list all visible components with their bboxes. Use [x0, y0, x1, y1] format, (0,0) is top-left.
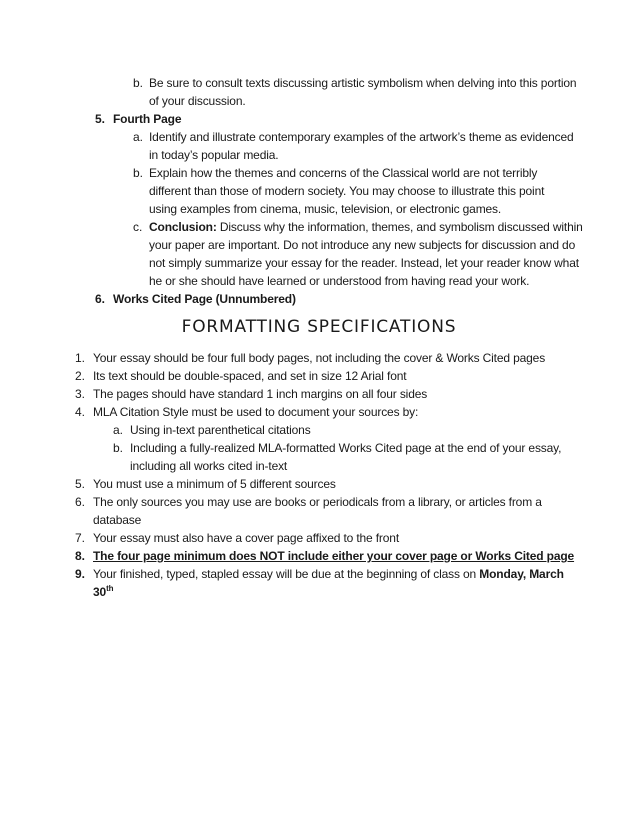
- works-cited-title: Works Cited Page (Unnumbered): [113, 292, 296, 306]
- due-day-number: 30: [93, 585, 107, 599]
- list-marker-b: b.: [133, 76, 144, 90]
- list-number-5: 5.: [95, 112, 106, 126]
- spec-number-4: 4.: [75, 405, 86, 419]
- item-5b-line-1: Explain how the themes and concerns of the Classical world are not terribly: [149, 166, 538, 180]
- item-5a-line-1: Identify and illustrate contemporary examples of the artwork’s theme as evidenced: [149, 130, 574, 144]
- spec-number-6: 6.: [75, 495, 86, 509]
- list-marker-5c: c.: [133, 220, 143, 234]
- item-5c-line-3: not simply summarize your essay for the reader. Instead, let your reader know what: [149, 256, 579, 270]
- spec-number-3: 3.: [75, 387, 86, 401]
- due-day-suffix: th: [106, 584, 114, 593]
- item-5b-line-2: different than those of modern society. You may choose to illustrate this point: [149, 184, 545, 198]
- spec-number-9: 9.: [75, 567, 86, 581]
- spec-5-text: You must use a minimum of 5 different sources: [93, 477, 336, 491]
- spec-3-text: The pages should have standard 1 inch margins on all four sides: [93, 387, 428, 401]
- item-5a-line-2: in today’s popular media.: [149, 148, 279, 162]
- spec-4b-line-2: including all works cited in-text: [130, 459, 288, 473]
- item-5c-line-4: he or she should have learned or understood from having read your work.: [149, 274, 530, 288]
- item-5c-line-1: [149, 219, 583, 235]
- list-marker-5b: b.: [133, 166, 144, 180]
- spec-1-text: Your essay should be four full body pages, not including the cover & Works Cited pages: [93, 351, 546, 365]
- item-4b-line-1: Be sure to consult texts discussing artistic symbolism when delving into this portion: [149, 76, 577, 90]
- spec-4b-line-1: Including a fully-realized MLA-formatted Works Cited page at the end of your essay,: [130, 441, 562, 455]
- spec-8-text: The four page minimum does NOT include either your cover page or Works Cited page: [93, 549, 575, 563]
- spec-9-line-2: [93, 584, 113, 600]
- conclusion-text: Discuss why the information, themes, and symbolism discussed within: [216, 220, 583, 234]
- spec-2-text: Its text should be double-spaced, and set in size 12 Arial font: [93, 369, 407, 383]
- fourth-page-title: Fourth Page: [113, 112, 182, 126]
- spec-7-text: Your essay must also have a cover page affixed to the front: [93, 531, 400, 545]
- list-marker-5a: a.: [133, 130, 144, 144]
- spec-number-2: 2.: [75, 369, 86, 383]
- item-5c-line-2: your paper are important. Do not introduce any new subjects for discussion and do: [149, 238, 576, 252]
- spec-4-text: MLA Citation Style must be used to document your sources by:: [93, 405, 419, 419]
- due-date: Monday, March: [479, 567, 564, 581]
- spec-6-line-2: database: [93, 513, 142, 527]
- spec-9-text: Your finished, typed, stapled essay will be due at the beginning of class on: [93, 567, 480, 581]
- spec-number-7: 7.: [75, 531, 86, 545]
- spec-4b-marker: b.: [113, 441, 124, 455]
- conclusion-label: Conclusion:: [149, 220, 217, 234]
- spec-number-8: 8.: [75, 549, 86, 563]
- item-5b-line-3: using examples from cinema, music, television, or electronic games.: [149, 202, 502, 216]
- spec-number-1: 1.: [75, 351, 86, 365]
- spec-number-5: 5.: [75, 477, 86, 491]
- list-number-6: 6.: [95, 292, 106, 306]
- spec-4a-text: Using in-text parenthetical citations: [130, 423, 311, 437]
- spec-9-line-1: [93, 566, 564, 582]
- spec-6-line-1: The only sources you may use are books or periodicals from a library, or articles from a: [93, 495, 542, 509]
- item-4b-line-2: of your discussion.: [149, 94, 246, 108]
- spec-4a-marker: a.: [113, 423, 124, 437]
- formatting-heading: FORMATTING SPECIFICATIONS: [181, 317, 457, 337]
